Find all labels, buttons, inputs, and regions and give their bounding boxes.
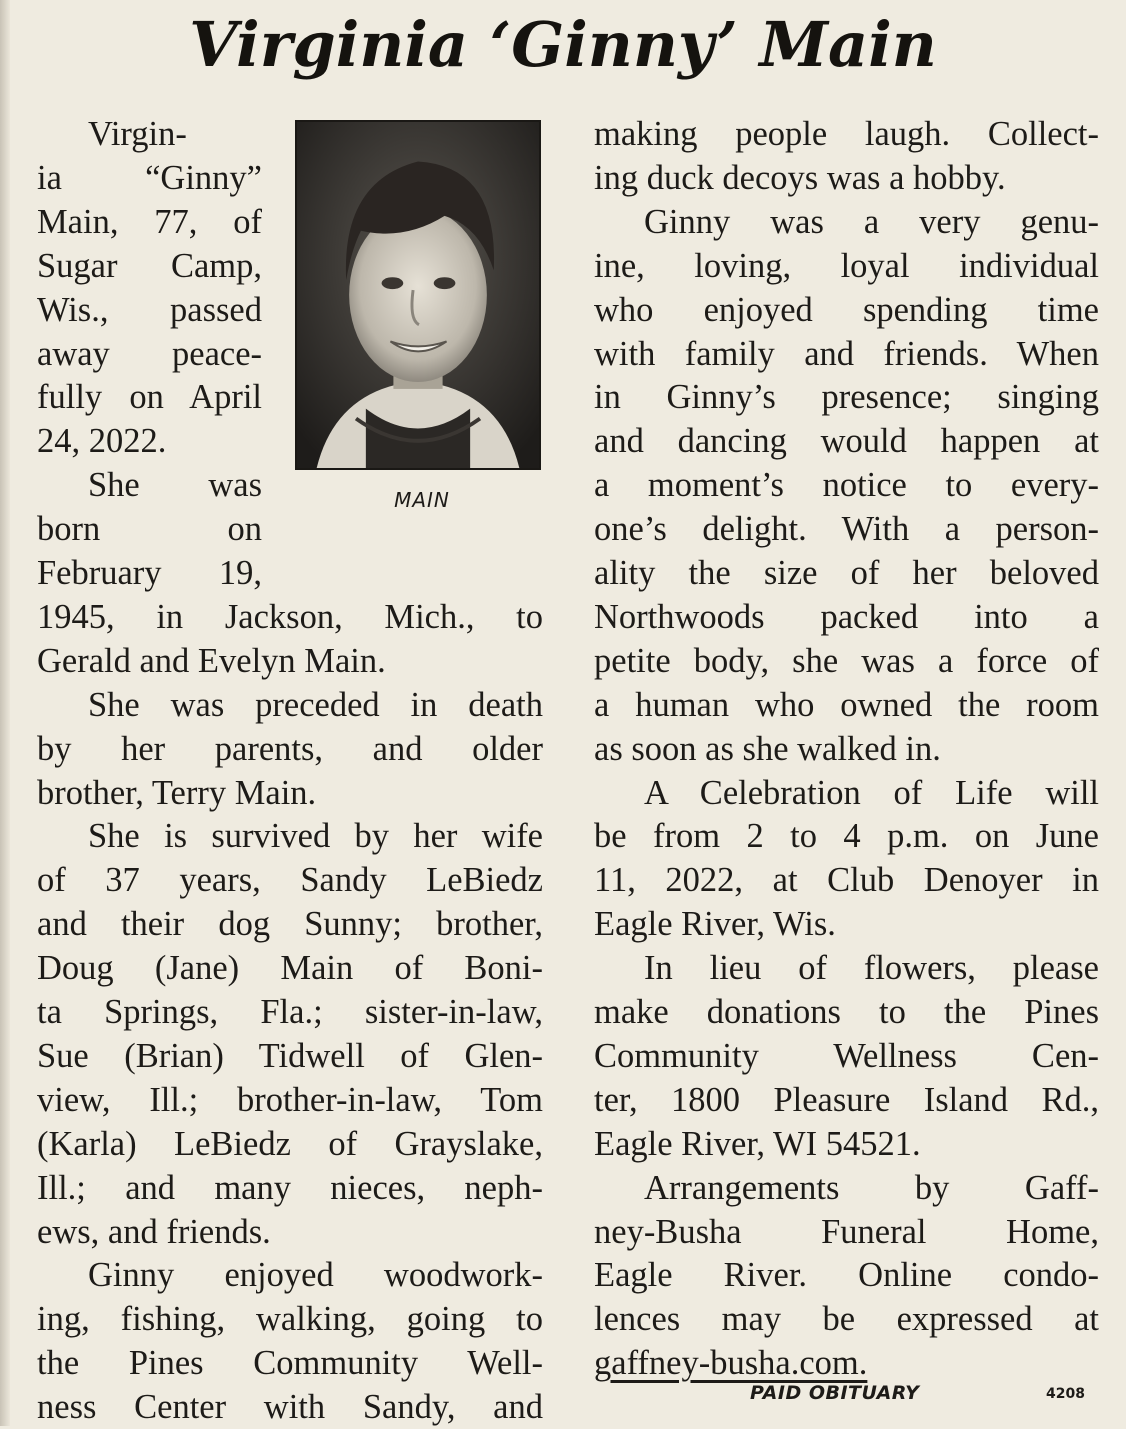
photo-caption: MAIN [394, 488, 450, 512]
left-column-line: ia “Ginny” [37, 158, 262, 197]
left-column-line: Wis., passed [37, 290, 262, 329]
left-column-line: away peace- [37, 334, 262, 373]
portrait-photo [295, 120, 541, 470]
right-column-line: ing duck decoys was a hobby. [594, 158, 1006, 197]
left-column-line: She was preceded in death [88, 685, 543, 724]
right-column-line: make donations to the Pines [594, 993, 1099, 1031]
right-column-line: 11, 2022, at Club Denoyer in [594, 861, 1099, 900]
paper-edge [0, 0, 10, 1426]
ad-code: 4208 [1046, 1386, 1085, 1402]
left-column-line: Ill.; and many nieces, neph- [37, 1168, 543, 1207]
right-column-line: ter, 1800 Pleasure Island Rd., [594, 1080, 1099, 1119]
right-column-line: making people laugh. Collect- [594, 115, 1099, 153]
left-column-line: of 37 years, Sandy LeBiedz [37, 861, 543, 900]
left-column-line: Sugar Camp, [37, 246, 262, 285]
right-column-line: In lieu of flowers, please [644, 949, 1099, 988]
right-column-line: Eagle River, Wis. [594, 905, 836, 944]
portrait-photo-icon [297, 122, 539, 468]
left-column-line: view, Ill.; brother-in-law, Tom [37, 1080, 543, 1119]
right-column-line: A Celebration of Life will [644, 773, 1099, 812]
left-column-line: and their dog Sunny; brother, [37, 905, 543, 944]
right-column-line: and dancing would happen at [594, 422, 1099, 461]
left-column-line: Doug (Jane) Main of Boni- [37, 949, 543, 988]
left-column-line: ta Springs, Fla.; sister-in-law, [37, 993, 543, 1031]
right-column-line: one’s delight. With a person- [594, 510, 1099, 549]
left-column-line: She is survived by her wife [88, 817, 543, 856]
right-column-line: ney-Busha Funeral Home, [594, 1212, 1099, 1251]
left-column-line: fully on April [37, 378, 262, 417]
left-column-line: Main, 77, of [37, 202, 262, 241]
right-column-line: Eagle River. Online condo- [594, 1256, 1099, 1295]
right-column-line: with family and friends. When [594, 334, 1099, 373]
paid-obituary-label: PAID OBITUARY [750, 1382, 920, 1404]
left-column-line: ness Center with Sandy, and [37, 1388, 543, 1427]
right-column-line: as soon as she walked in. [594, 729, 941, 768]
right-column-line: a moment’s notice to every- [594, 466, 1099, 505]
left-column-line: born on [37, 510, 262, 549]
obituary-title: Virginia ‘Ginny’ Main [189, 8, 937, 81]
left-column-line: Ginny enjoyed woodwork- [88, 1256, 543, 1295]
left-column-line: ing, fishing, walking, going to [37, 1300, 543, 1339]
right-column-line: Northwoods packed into a [594, 597, 1099, 636]
left-column-line: (Karla) LeBiedz of Grayslake, [37, 1124, 543, 1163]
right-column-line: Community Wellness Cen- [594, 1036, 1099, 1075]
right-column-line: ine, loving, loyal individual [594, 246, 1099, 285]
right-column-line: in Ginny’s presence; singing [594, 378, 1099, 417]
right-column-line: who enjoyed spending time [594, 290, 1099, 329]
right-column-line: gaffney-busha.com. [594, 1344, 868, 1383]
left-column-line: ews, and friends. [37, 1212, 271, 1251]
right-column-line: Eagle River, WI 54521. [594, 1124, 921, 1163]
right-column-line: a human who owned the room [594, 685, 1099, 724]
left-column-line: by her parents, and older [37, 729, 543, 768]
left-column-line: Gerald and Evelyn Main. [37, 641, 386, 680]
right-column-line: ality the size of her beloved [594, 554, 1099, 592]
right-column-line: be from 2 to 4 p.m. on June [594, 817, 1099, 856]
right-column-line: petite body, she was a force of [594, 641, 1099, 680]
left-column-line: Sue (Brian) Tidwell of Glen- [37, 1036, 543, 1075]
left-column-line: the Pines Community Well- [37, 1344, 543, 1383]
left-column-line: February 19, [37, 554, 262, 592]
left-column-line: 24, 2022. [37, 422, 167, 461]
right-column-line: Arrangements by Gaff- [644, 1168, 1099, 1207]
left-column-line: 1945, in Jackson, Mich., to [37, 597, 543, 636]
right-column-line: Ginny was a very genu- [644, 202, 1099, 241]
left-column-line: brother, Terry Main. [37, 773, 317, 812]
left-column-line: Virgin- [88, 115, 187, 153]
left-column-line: She was [88, 466, 262, 505]
right-column-line: lences may be expressed at [594, 1300, 1099, 1339]
